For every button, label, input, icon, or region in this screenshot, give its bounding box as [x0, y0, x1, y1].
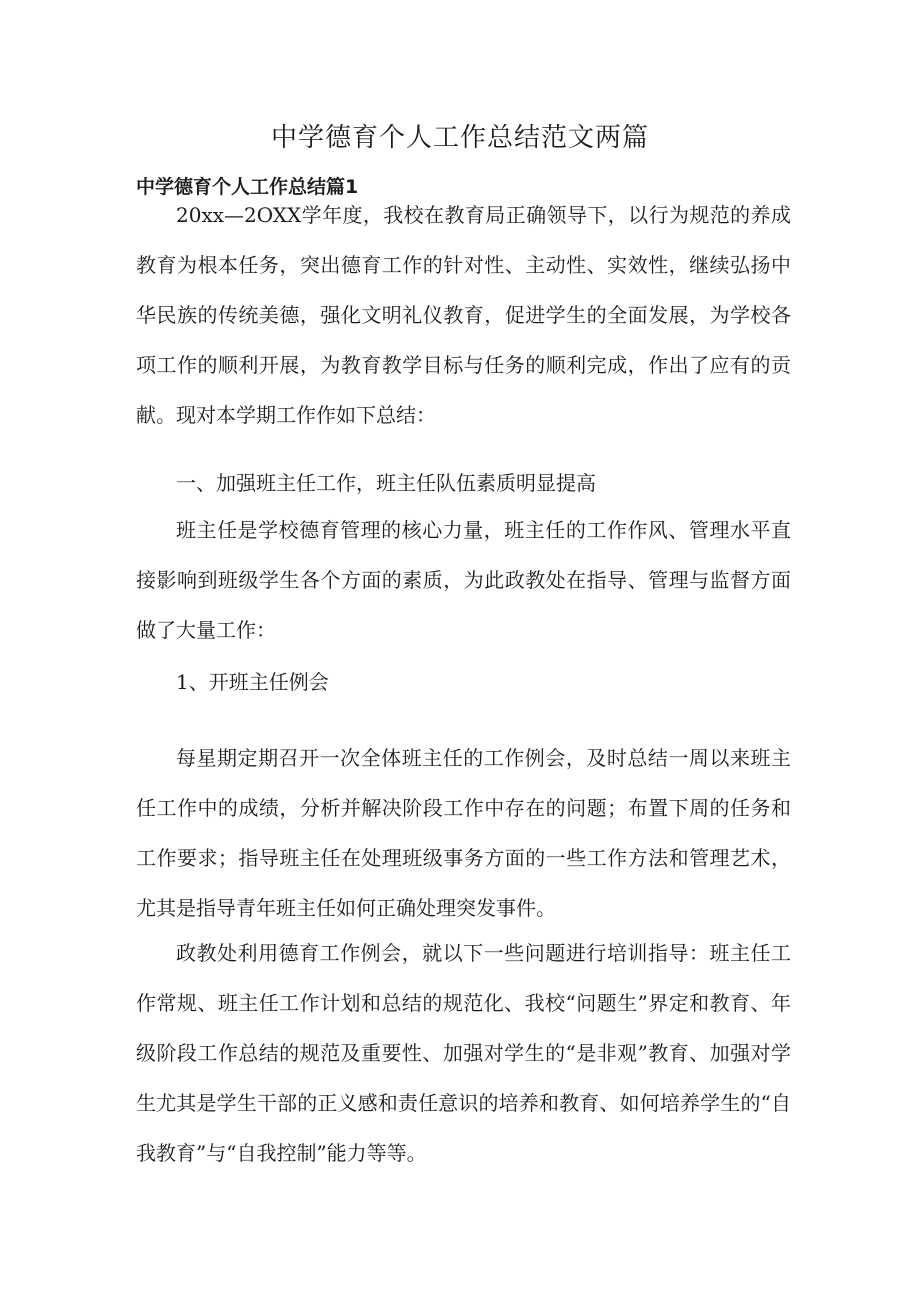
subheading-one: 一、加强班主任工作，班主任队伍素质明显提高	[176, 471, 596, 495]
intro-paragraph: 20xx—2OXX学年度，我校在教育局正确领导下，以行为规范的养成教育为根本任务，突出德育工作的针对性、主动性、实效性，继续弘扬中华民族的传统美德，强化文明礼仪教育，促进学生的全面发展，为学校各项工作的顺利开展，为教育教学目标与任务的顺利完成，作出了应有的贡献。现对本学期工作作如下总结：	[136, 203, 791, 427]
document-title: 中学德育个人工作总结范文两篇	[270, 123, 649, 153]
meeting-paragraph: 每星期定期召开一次全体班主任的工作例会，及时总结一周以来班主任工作中的成绩，分析并解决阶段工作中存在的问题；布置下周的任务和工作要求；指导班主任在处理班级事务方面的一些工作方法和管理艺术，尤其是指导青年班主任如何正确处理突发事件。	[136, 746, 791, 920]
training-paragraph: 政教处利用德育工作例会，就以下一些问题进行培训指导：班主任工作常规、班主任工作计划和总结的规范化、我校“问题生”界定和教育、年级阶段工作总结的规范及重要性、加强对学生的“是非观”教育、加强对学生尤其是学生干部的正义感和责任意识的培养和教育、如何培养学生的“自我教育”与“自我控制”能力等等。	[136, 941, 791, 1165]
section-heading: 中学德育个人工作总结篇1	[136, 176, 359, 198]
teachers-paragraph: 班主任是学校德育管理的核心力量，班主任的工作作风、管理水平直接影响到班级学生各个方面的素质，为此政教处在指导、管理与监督方面做了大量工作：	[136, 518, 791, 642]
item-one-heading: 1、开班主任例会	[176, 670, 329, 694]
